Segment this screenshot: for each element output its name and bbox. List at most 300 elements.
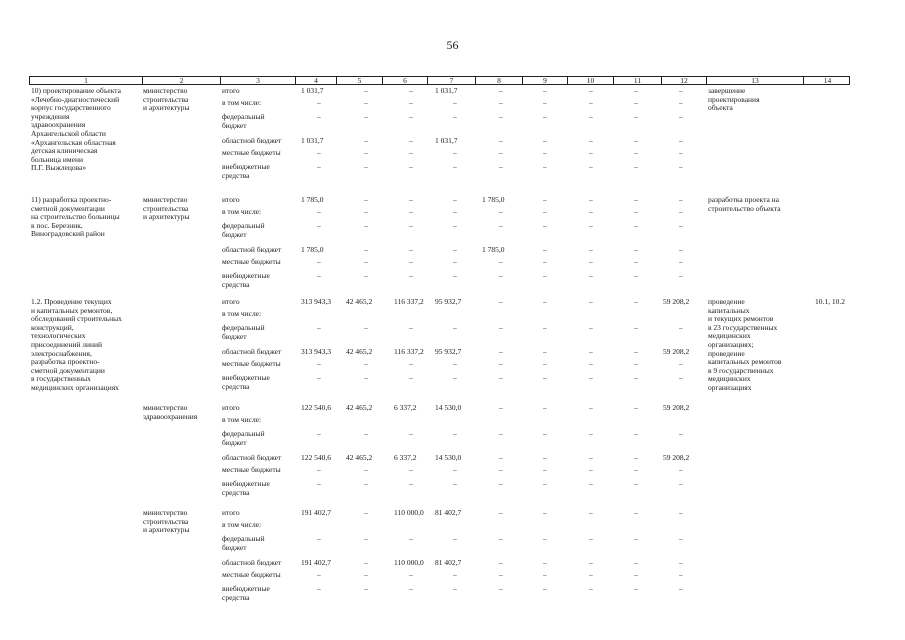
funding-value: 59 208,2 (663, 297, 690, 306)
funding-value: 1 031,7 (435, 136, 458, 145)
funding-value: – (543, 347, 547, 356)
funding-value: – (364, 195, 368, 204)
funding-value: – (364, 86, 368, 95)
funding-value: – (679, 508, 683, 517)
funding-value: – (589, 534, 593, 543)
funding-value: – (634, 508, 638, 517)
funding-value: – (499, 584, 503, 593)
funding-value: – (364, 465, 368, 474)
funding-value: – (589, 558, 593, 567)
funding-value: – (409, 359, 413, 368)
funding-value: – (499, 162, 503, 171)
funding-source-label: внебюджетные средства (222, 271, 270, 289)
indicator-reference: 10.1, 10.2 (815, 297, 845, 306)
funding-value: – (364, 429, 368, 438)
funding-value: 1 785,0 (301, 245, 324, 254)
expected-result: завершение проектирования объекта (708, 86, 760, 113)
funding-value: – (409, 373, 413, 382)
funding-value: – (409, 534, 413, 543)
funding-value: – (543, 271, 547, 280)
funding-value: – (679, 570, 683, 579)
funding-value: – (364, 245, 368, 254)
funding-value: – (499, 257, 503, 266)
funding-value: – (499, 207, 503, 216)
funding-value: – (589, 453, 593, 462)
funding-value: 42 465,2 (346, 297, 373, 306)
activity-description: 1.2. Проведение текущих и капитальных ремонтов, обследований строительных конструкций, технологических присоединений линий электроснабжения, разработка проектно- сметной документации в государственных медицинских организациях (31, 297, 122, 392)
expected-result: разработка проекта на строительство объекта (708, 195, 781, 213)
funding-source-label: внебюджетные средства (222, 162, 270, 180)
responsible-executor: министерство строительства и архитектуры (143, 86, 190, 113)
funding-value: – (634, 570, 638, 579)
funding-value: – (543, 465, 547, 474)
funding-value: – (409, 257, 413, 266)
funding-value: – (364, 584, 368, 593)
funding-value: – (543, 558, 547, 567)
funding-value: – (543, 453, 547, 462)
header-col-6: 6 (383, 77, 428, 85)
header-col-14: 14 (823, 76, 832, 85)
funding-value: – (543, 323, 547, 332)
funding-value: – (543, 479, 547, 488)
funding-value: – (409, 465, 413, 474)
funding-value: – (634, 271, 638, 280)
funding-value: – (409, 162, 413, 171)
funding-value: – (453, 148, 457, 157)
funding-source-label: итого (222, 195, 240, 204)
funding-value: 14 530,0 (435, 403, 462, 412)
funding-source-label: местные бюджеты (222, 359, 281, 368)
funding-value: – (679, 148, 683, 157)
funding-value: 14 530,0 (435, 453, 462, 462)
funding-value: – (634, 195, 638, 204)
funding-value: – (499, 453, 503, 462)
funding-value: – (634, 112, 638, 121)
funding-value: – (679, 195, 683, 204)
funding-value: – (634, 297, 638, 306)
funding-value: 42 465,2 (346, 453, 373, 462)
funding-value: – (364, 570, 368, 579)
funding-value: – (589, 465, 593, 474)
funding-value: – (453, 373, 457, 382)
funding-value: – (589, 570, 593, 579)
funding-value: – (543, 162, 547, 171)
header-col-12: 12 (662, 77, 707, 85)
funding-value: – (543, 257, 547, 266)
funding-value: – (543, 373, 547, 382)
funding-value: – (589, 584, 593, 593)
funding-value: – (589, 347, 593, 356)
funding-value: – (499, 98, 503, 107)
responsible-executor: министерство строительства и архитектуры (143, 508, 190, 535)
funding-value: – (317, 148, 321, 157)
funding-value: – (317, 207, 321, 216)
funding-value: 81 402,7 (435, 508, 462, 517)
funding-value: – (589, 98, 593, 107)
funding-source-label: местные бюджеты (222, 465, 281, 474)
funding-value: 6 337,2 (394, 403, 417, 412)
responsible-executor: министерство строительства и архитектуры (143, 195, 190, 222)
funding-source-label: федеральный бюджет (222, 112, 265, 130)
funding-value: – (543, 148, 547, 157)
header-col-7: 7 (428, 77, 476, 85)
funding-value: 59 208,2 (663, 453, 690, 462)
funding-value: – (453, 359, 457, 368)
funding-value: – (634, 162, 638, 171)
funding-value: – (499, 373, 503, 382)
funding-value: 313 943,3 (301, 347, 331, 356)
funding-value: – (543, 297, 547, 306)
funding-value: – (453, 271, 457, 280)
funding-value: – (634, 429, 638, 438)
funding-value: 122 540,6 (301, 453, 331, 462)
funding-value: – (364, 359, 368, 368)
funding-value: – (634, 136, 638, 145)
funding-value: – (364, 373, 368, 382)
funding-value: – (679, 584, 683, 593)
funding-source-label: федеральный бюджет (222, 221, 265, 239)
funding-value: – (499, 534, 503, 543)
funding-value: – (634, 479, 638, 488)
funding-value: – (453, 207, 457, 216)
funding-value: – (634, 245, 638, 254)
funding-value: – (499, 112, 503, 121)
header-col-13: 13 (707, 77, 804, 85)
funding-value: – (543, 534, 547, 543)
funding-value: – (634, 373, 638, 382)
funding-value: – (317, 323, 321, 332)
funding-value: – (409, 207, 413, 216)
funding-value: – (409, 148, 413, 157)
funding-value: 116 337,2 (394, 297, 424, 306)
funding-value: – (634, 403, 638, 412)
funding-value: – (317, 570, 321, 579)
funding-source-label: в том числе: (222, 98, 262, 107)
funding-value: – (453, 479, 457, 488)
funding-value: – (679, 257, 683, 266)
funding-value: 6 337,2 (394, 453, 417, 462)
funding-value: 81 402,7 (435, 558, 462, 567)
funding-value: – (499, 479, 503, 488)
funding-value: – (499, 148, 503, 157)
header-col-1: 1 (30, 77, 143, 85)
funding-value: – (317, 429, 321, 438)
funding-value: – (589, 162, 593, 171)
funding-value: – (634, 323, 638, 332)
funding-value: – (589, 257, 593, 266)
funding-value: – (317, 271, 321, 280)
funding-value: – (409, 245, 413, 254)
funding-value: – (589, 323, 593, 332)
funding-value: – (453, 584, 457, 593)
funding-value: – (364, 98, 368, 107)
funding-value: – (499, 403, 503, 412)
funding-value: – (589, 297, 593, 306)
funding-value: 191 402,7 (301, 558, 331, 567)
funding-value: – (409, 429, 413, 438)
funding-value: – (589, 508, 593, 517)
funding-value: 42 465,2 (346, 347, 373, 356)
funding-source-label: внебюджетные средства (222, 479, 270, 497)
funding-value: – (589, 86, 593, 95)
funding-value: – (679, 429, 683, 438)
funding-value: – (453, 570, 457, 579)
funding-source-label: областной бюджет (222, 453, 282, 462)
funding-value: – (679, 465, 683, 474)
funding-value: – (364, 323, 368, 332)
funding-value: – (317, 221, 321, 230)
funding-value: – (364, 558, 368, 567)
funding-value: 110 000,0 (394, 508, 424, 517)
funding-value: – (453, 98, 457, 107)
funding-value: – (543, 112, 547, 121)
funding-source-label: внебюджетные средства (222, 373, 270, 391)
funding-value: – (589, 479, 593, 488)
funding-value: – (543, 359, 547, 368)
funding-value: – (499, 323, 503, 332)
funding-value: – (499, 347, 503, 356)
funding-value: – (364, 112, 368, 121)
funding-source-label: областной бюджет (222, 245, 282, 254)
funding-source-label: итого (222, 297, 240, 306)
activity-description: 11) разработка проектно- сметной документации на строительство больницы в пос. Березник, Виноградовский район (31, 195, 120, 239)
funding-value: 42 465,2 (346, 403, 373, 412)
funding-value: – (499, 508, 503, 517)
funding-value: – (364, 207, 368, 216)
funding-value: – (589, 373, 593, 382)
funding-value: 59 208,2 (663, 403, 690, 412)
funding-value: – (499, 359, 503, 368)
funding-value: – (364, 271, 368, 280)
funding-value: – (317, 534, 321, 543)
funding-value: – (409, 584, 413, 593)
header-col-11: 11 (614, 77, 662, 85)
funding-value: – (589, 207, 593, 216)
funding-value: – (499, 136, 503, 145)
funding-value: – (679, 534, 683, 543)
funding-value: – (543, 195, 547, 204)
funding-value: 1 031,7 (301, 86, 324, 95)
funding-source-label: итого (222, 403, 240, 412)
funding-value: – (543, 98, 547, 107)
funding-value: – (589, 148, 593, 157)
funding-value: – (317, 584, 321, 593)
funding-value: – (543, 403, 547, 412)
responsible-executor: министерство здравоохранения (143, 403, 198, 421)
funding-value: 313 943,3 (301, 297, 331, 306)
funding-source-label: областной бюджет (222, 558, 282, 567)
funding-value: 116 337,2 (394, 347, 424, 356)
header-col-10: 10 (568, 77, 614, 85)
funding-value: 59 208,2 (663, 347, 690, 356)
funding-value: – (634, 148, 638, 157)
funding-value: – (317, 465, 321, 474)
header-col-2: 2 (143, 77, 221, 85)
funding-value: – (589, 429, 593, 438)
funding-value: – (589, 221, 593, 230)
funding-value: 1 031,7 (435, 86, 458, 95)
funding-value: – (499, 429, 503, 438)
funding-value: – (499, 271, 503, 280)
funding-value: – (679, 245, 683, 254)
funding-value: – (409, 98, 413, 107)
funding-value: – (409, 479, 413, 488)
funding-value: – (589, 136, 593, 145)
funding-source-label: итого (222, 508, 240, 517)
funding-value: – (543, 221, 547, 230)
funding-value: – (634, 465, 638, 474)
funding-value: – (679, 271, 683, 280)
funding-value: – (634, 221, 638, 230)
funding-value: 1 031,7 (301, 136, 324, 145)
expected-result: проведение капитальных и текущих ремонтов в 23 государственных медицинских организациях; проведение капитальных ремонтов в 9 государственных медицинских организациях (708, 297, 782, 392)
funding-value: – (679, 558, 683, 567)
funding-value: 122 540,6 (301, 403, 331, 412)
funding-value: – (409, 570, 413, 579)
header-col-9: 9 (523, 77, 568, 85)
funding-source-label: местные бюджеты (222, 148, 281, 157)
funding-source-label: в том числе: (222, 309, 262, 318)
funding-value: – (589, 195, 593, 204)
funding-value: – (409, 86, 413, 95)
funding-value: – (499, 297, 503, 306)
funding-value: – (453, 429, 457, 438)
header-col-5: 5 (337, 77, 383, 85)
funding-value: – (409, 323, 413, 332)
funding-value: – (409, 136, 413, 145)
funding-value: – (589, 112, 593, 121)
funding-value: – (317, 257, 321, 266)
funding-source-label: местные бюджеты (222, 570, 281, 579)
funding-source-label: федеральный бюджет (222, 323, 265, 341)
funding-value: – (453, 245, 457, 254)
funding-value: 1 785,0 (482, 195, 505, 204)
funding-value: 95 932,7 (435, 297, 462, 306)
header-col-8: 8 (476, 77, 523, 85)
funding-source-label: в том числе: (222, 520, 262, 529)
funding-value: – (499, 570, 503, 579)
funding-source-label: федеральный бюджет (222, 429, 265, 447)
funding-value: – (317, 162, 321, 171)
funding-source-label: итого (222, 86, 240, 95)
funding-value: – (634, 453, 638, 462)
funding-value: – (409, 195, 413, 204)
funding-source-label: федеральный бюджет (222, 534, 265, 552)
funding-value: – (679, 479, 683, 488)
funding-source-label: областной бюджет (222, 136, 282, 145)
funding-value: – (634, 584, 638, 593)
funding-value: – (589, 359, 593, 368)
funding-value: – (317, 98, 321, 107)
funding-value: – (364, 136, 368, 145)
funding-value: – (543, 508, 547, 517)
funding-value: 95 932,7 (435, 347, 462, 356)
funding-value: – (317, 112, 321, 121)
funding-value: – (634, 347, 638, 356)
funding-value: – (543, 429, 547, 438)
funding-value: – (364, 534, 368, 543)
funding-value: – (634, 207, 638, 216)
funding-value: – (499, 558, 503, 567)
funding-value: 1 785,0 (482, 245, 505, 254)
funding-value: – (364, 221, 368, 230)
funding-value: – (453, 257, 457, 266)
funding-value: – (317, 359, 321, 368)
column-number-header (29, 76, 850, 85)
funding-value: – (499, 86, 503, 95)
funding-value: – (634, 257, 638, 266)
funding-value: – (453, 195, 457, 204)
funding-value: – (634, 558, 638, 567)
funding-value: – (453, 534, 457, 543)
funding-value: – (543, 584, 547, 593)
funding-value: – (409, 112, 413, 121)
funding-value: – (679, 207, 683, 216)
funding-value: – (453, 221, 457, 230)
funding-value: – (453, 112, 457, 121)
funding-value: 110 000,0 (394, 558, 424, 567)
funding-value: – (364, 162, 368, 171)
funding-value: – (589, 245, 593, 254)
funding-value: – (589, 271, 593, 280)
funding-value: – (543, 570, 547, 579)
funding-value: – (409, 271, 413, 280)
funding-source-label: в том числе: (222, 207, 262, 216)
funding-value: – (317, 479, 321, 488)
header-col-3: 3 (221, 77, 296, 85)
funding-value: – (364, 148, 368, 157)
funding-value: – (634, 534, 638, 543)
funding-value: – (679, 373, 683, 382)
funding-value: – (543, 86, 547, 95)
funding-value: – (679, 323, 683, 332)
funding-value: – (499, 221, 503, 230)
funding-source-label: местные бюджеты (222, 257, 281, 266)
funding-value: – (634, 98, 638, 107)
funding-value: – (453, 162, 457, 171)
funding-value: 1 785,0 (301, 195, 324, 204)
funding-value: – (364, 479, 368, 488)
funding-value: – (679, 136, 683, 145)
funding-value: – (679, 359, 683, 368)
funding-value: 191 402,7 (301, 508, 331, 517)
funding-value: – (543, 136, 547, 145)
funding-source-label: областной бюджет (222, 347, 282, 356)
funding-value: – (499, 465, 503, 474)
funding-value: – (364, 257, 368, 266)
funding-value: – (679, 221, 683, 230)
funding-value: – (453, 323, 457, 332)
funding-value: – (679, 86, 683, 95)
funding-value: – (543, 207, 547, 216)
funding-source-label: в том числе: (222, 415, 262, 424)
funding-value: – (679, 98, 683, 107)
page-number: 56 (446, 38, 459, 52)
header-col-4: 4 (296, 77, 337, 85)
funding-value: – (364, 508, 368, 517)
funding-value: – (634, 359, 638, 368)
funding-source-label: внебюджетные средства (222, 584, 270, 602)
funding-value: – (679, 162, 683, 171)
funding-value: – (317, 373, 321, 382)
funding-value: – (679, 112, 683, 121)
funding-value: – (543, 245, 547, 254)
funding-value: – (634, 86, 638, 95)
funding-value: – (409, 221, 413, 230)
activity-description: 10) проектирование объекта «Лечебно-диагностический корпус государственного учреждения здравоохранения Архангельской области «Архангельская областная детская клиническая больница имени П.Г. Выжлецова» (31, 86, 121, 173)
funding-value: – (589, 403, 593, 412)
funding-value: – (453, 465, 457, 474)
